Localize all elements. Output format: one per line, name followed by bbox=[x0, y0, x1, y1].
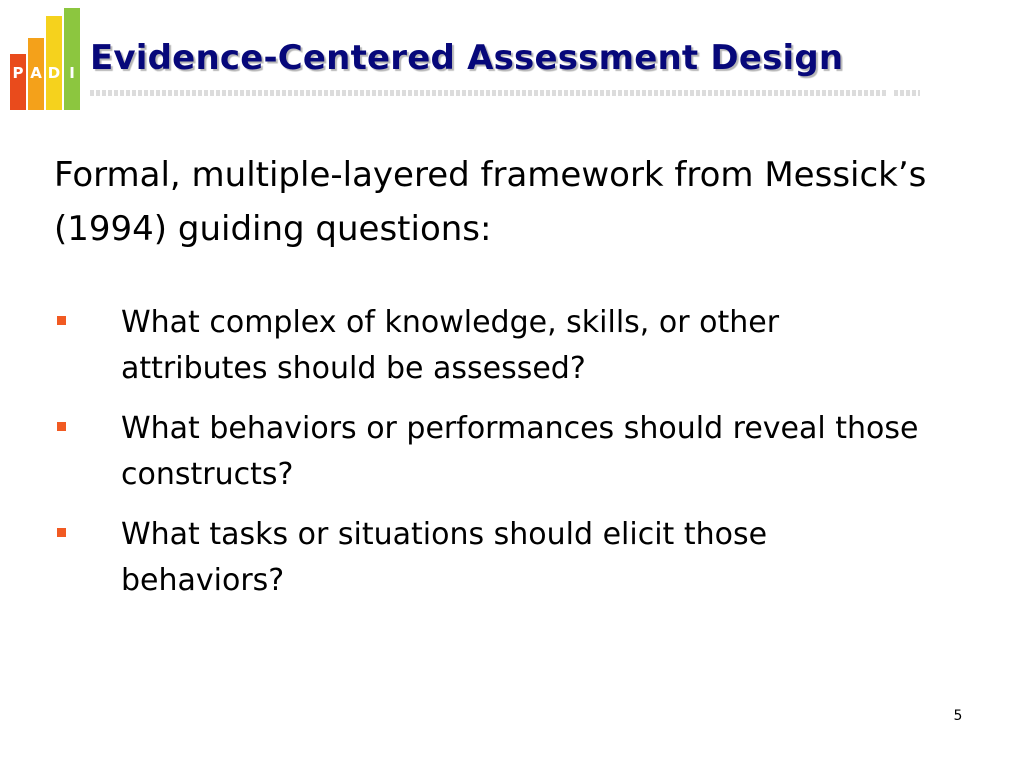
logo-letter-d: D bbox=[47, 64, 61, 82]
square-bullet-icon bbox=[57, 528, 66, 537]
bullet-text: What behaviors or performances should reveal those constructs? bbox=[121, 411, 919, 492]
bullet-list bbox=[0, 300, 1024, 618]
logo-letter-a: A bbox=[30, 64, 42, 82]
square-bullet-icon bbox=[57, 316, 66, 325]
logo-bar-i bbox=[64, 8, 80, 110]
logo-bar-p bbox=[10, 54, 26, 110]
lead-text: Formal, multiple-layered framework from Messick’s (1994) guiding questions: bbox=[54, 155, 927, 249]
padi-logo bbox=[10, 8, 82, 110]
logo-bar-d bbox=[46, 16, 62, 110]
page-number: 5 bbox=[953, 708, 963, 724]
square-bullet-icon bbox=[57, 422, 66, 431]
title-divider bbox=[90, 90, 920, 96]
logo-letter-p: P bbox=[12, 64, 24, 82]
bullet-item bbox=[0, 406, 1024, 498]
bullet-item bbox=[0, 512, 1024, 604]
bullet-text: What complex of knowledge, skills, or other attributes should be assessed? bbox=[121, 305, 780, 386]
logo-letter-i: I bbox=[69, 64, 75, 82]
bullet-text: What tasks or situations should elicit those behaviors? bbox=[121, 517, 768, 598]
slide-title: Evidence-Centered Assessment Design bbox=[90, 38, 844, 78]
bullet-item bbox=[0, 300, 1024, 392]
